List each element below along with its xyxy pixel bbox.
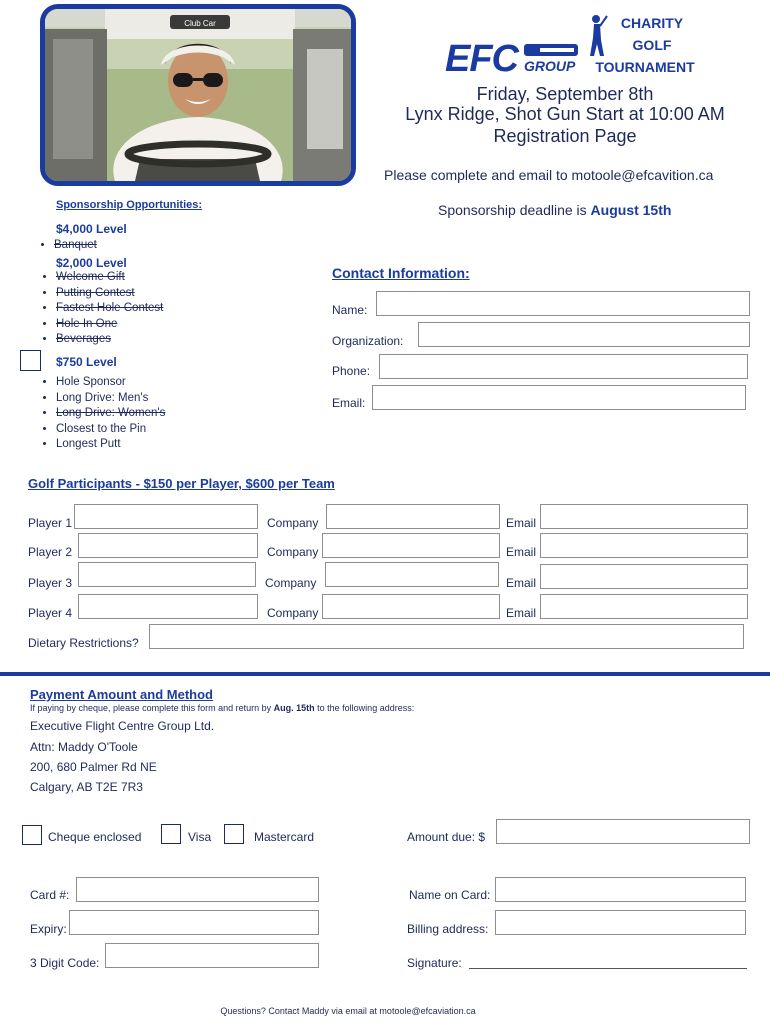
address-line-1: Executive Flight Centre Group Ltd. (30, 719, 215, 733)
list-item: • Beverages (56, 332, 316, 348)
phone-field[interactable] (379, 354, 748, 379)
list-item: • Putting Contest (56, 286, 316, 302)
email-3-label: Email (506, 576, 537, 590)
email-2-label: Email (506, 545, 537, 559)
list-item: • Long Drive: Women's (56, 406, 316, 422)
level-4000: $4,000 Level (56, 222, 127, 236)
name-label: Name: (332, 303, 368, 317)
list-item: • Hole In One (56, 317, 316, 333)
list-item: • Hole Sponsor (56, 375, 316, 391)
player-3-field[interactable] (78, 562, 256, 587)
contact-email-label: Email: (332, 396, 366, 410)
cheque-checkbox[interactable] (22, 825, 42, 845)
list-item: • Long Drive: Men's (56, 391, 316, 407)
cvv-label: 3 Digit Code: (30, 956, 100, 970)
cheque-label: Cheque enclosed (48, 830, 142, 844)
amount-due-field[interactable] (496, 819, 750, 844)
payment-note (30, 703, 414, 713)
contact-title: Contact Information: (332, 265, 470, 281)
address-line-2: Attn: Maddy O'Toole (30, 740, 138, 754)
player-1-field[interactable] (74, 504, 258, 529)
logo-tournament-text: TOURNAMENT (595, 59, 695, 75)
list-item: • Longest Putt (56, 437, 316, 453)
player-2-field[interactable] (78, 533, 258, 558)
payment-title: Payment Amount and Method (30, 687, 213, 702)
participants-title: Golf Participants - $150 per Player, $600 per Team (28, 476, 335, 491)
signature-label: Signature: (407, 956, 462, 970)
footer-contact: Questions? Contact Maddy via email at motoole@efcaviation.ca (220, 1006, 476, 1016)
player-2-label: Player 2 (28, 545, 73, 559)
level-750-checkbox[interactable] (20, 350, 41, 371)
address-line-4: Calgary, AB T2E 7R3 (30, 780, 143, 794)
level-2000-items (22, 270, 316, 348)
player-4-field[interactable] (78, 594, 258, 619)
deadline-date: August 15th (590, 202, 672, 218)
list-item: • Banquet (54, 238, 314, 254)
signature-line[interactable] (469, 967, 747, 969)
efc-logo-wing-cutout (540, 48, 574, 52)
level-750: $750 Level (56, 355, 117, 369)
level-750-items (22, 375, 316, 453)
company-1-label: Company (267, 516, 319, 530)
company-1-field[interactable] (326, 504, 500, 529)
name-on-card-field[interactable] (495, 877, 746, 902)
sponsorship-deadline (438, 202, 671, 218)
company-2-field[interactable] (322, 533, 500, 558)
amount-due-label: Amount due: $ (407, 830, 486, 844)
dietary-field[interactable] (149, 624, 744, 649)
golf-cart-photo-illustration (45, 9, 351, 181)
event-date: Friday, September 8th (476, 84, 654, 104)
billing-address-field[interactable] (495, 910, 746, 935)
email-2-field[interactable] (540, 533, 748, 558)
email-4-field[interactable] (540, 594, 748, 619)
event-venue: Lynx Ridge, Shot Gun Start at 10:00 AM (405, 104, 725, 124)
visa-checkbox[interactable] (161, 824, 181, 844)
list-item: • Welcome Gift (56, 270, 316, 286)
mastercard-checkbox[interactable] (224, 824, 244, 844)
company-2-label: Company (267, 545, 319, 559)
logo-golf-text: GOLF (632, 37, 672, 53)
list-item: • Fastest Hole Contest (56, 301, 316, 317)
level-2000: $2,000 Level (56, 256, 127, 270)
payment-note-date: Aug. 15th (273, 703, 315, 713)
mastercard-label: Mastercard (254, 830, 315, 844)
expiry-field[interactable] (69, 910, 319, 935)
email-1-label: Email (506, 516, 537, 530)
contact-email-field[interactable] (372, 385, 746, 410)
payment-note-suffix: to the following address: (314, 703, 415, 713)
logo-charity-text: CHARITY (620, 15, 684, 31)
player-3-label: Player 3 (28, 576, 73, 590)
organization-field[interactable] (418, 322, 750, 347)
golfer-photo (40, 4, 356, 186)
company-4-label: Company (267, 606, 319, 620)
billing-address-label: Billing address: (407, 922, 489, 936)
charity-golf-tournament-logo (595, 12, 700, 78)
email-instruction: Please complete and email to motoole@efcavition.ca (384, 167, 714, 183)
player-4-label: Player 4 (28, 606, 73, 620)
efc-logo-text: EFC (445, 38, 518, 80)
deadline-prefix: Sponsorship deadline is (438, 202, 591, 218)
payment-note-prefix: If paying by cheque, please complete this form and return by (30, 703, 274, 713)
address-line-3: 200, 680 Palmer Rd NE (30, 760, 157, 774)
name-field[interactable] (376, 291, 750, 316)
dietary-label: Dietary Restrictions? (28, 636, 139, 650)
efc-logo-group-text: GROUP (524, 58, 576, 74)
email-4-label: Email (506, 606, 537, 620)
email-1-field[interactable] (540, 504, 748, 529)
level-4000-items (20, 238, 314, 254)
company-4-field[interactable] (322, 594, 500, 619)
organization-label: Organization: (332, 334, 404, 348)
company-3-field[interactable] (325, 562, 499, 587)
card-number-field[interactable] (76, 877, 319, 902)
card-number-label: Card #: (30, 888, 70, 902)
company-3-label: Company (265, 576, 317, 590)
cvv-field[interactable] (105, 943, 319, 968)
visa-label: Visa (188, 830, 212, 844)
list-item: • Closest to the Pin (56, 422, 316, 438)
expiry-label: Expiry: (30, 922, 67, 936)
sponsorship-title: Sponsorship Opportunities: (56, 199, 203, 211)
email-3-field[interactable] (540, 564, 748, 589)
page-title: Registration Page (493, 126, 637, 146)
cart-brand-text: Club Car (184, 19, 216, 28)
name-on-card-label: Name on Card: (409, 888, 491, 902)
phone-label: Phone: (332, 364, 371, 378)
player-1-label: Player 1 (28, 516, 73, 530)
section-divider (0, 672, 770, 676)
